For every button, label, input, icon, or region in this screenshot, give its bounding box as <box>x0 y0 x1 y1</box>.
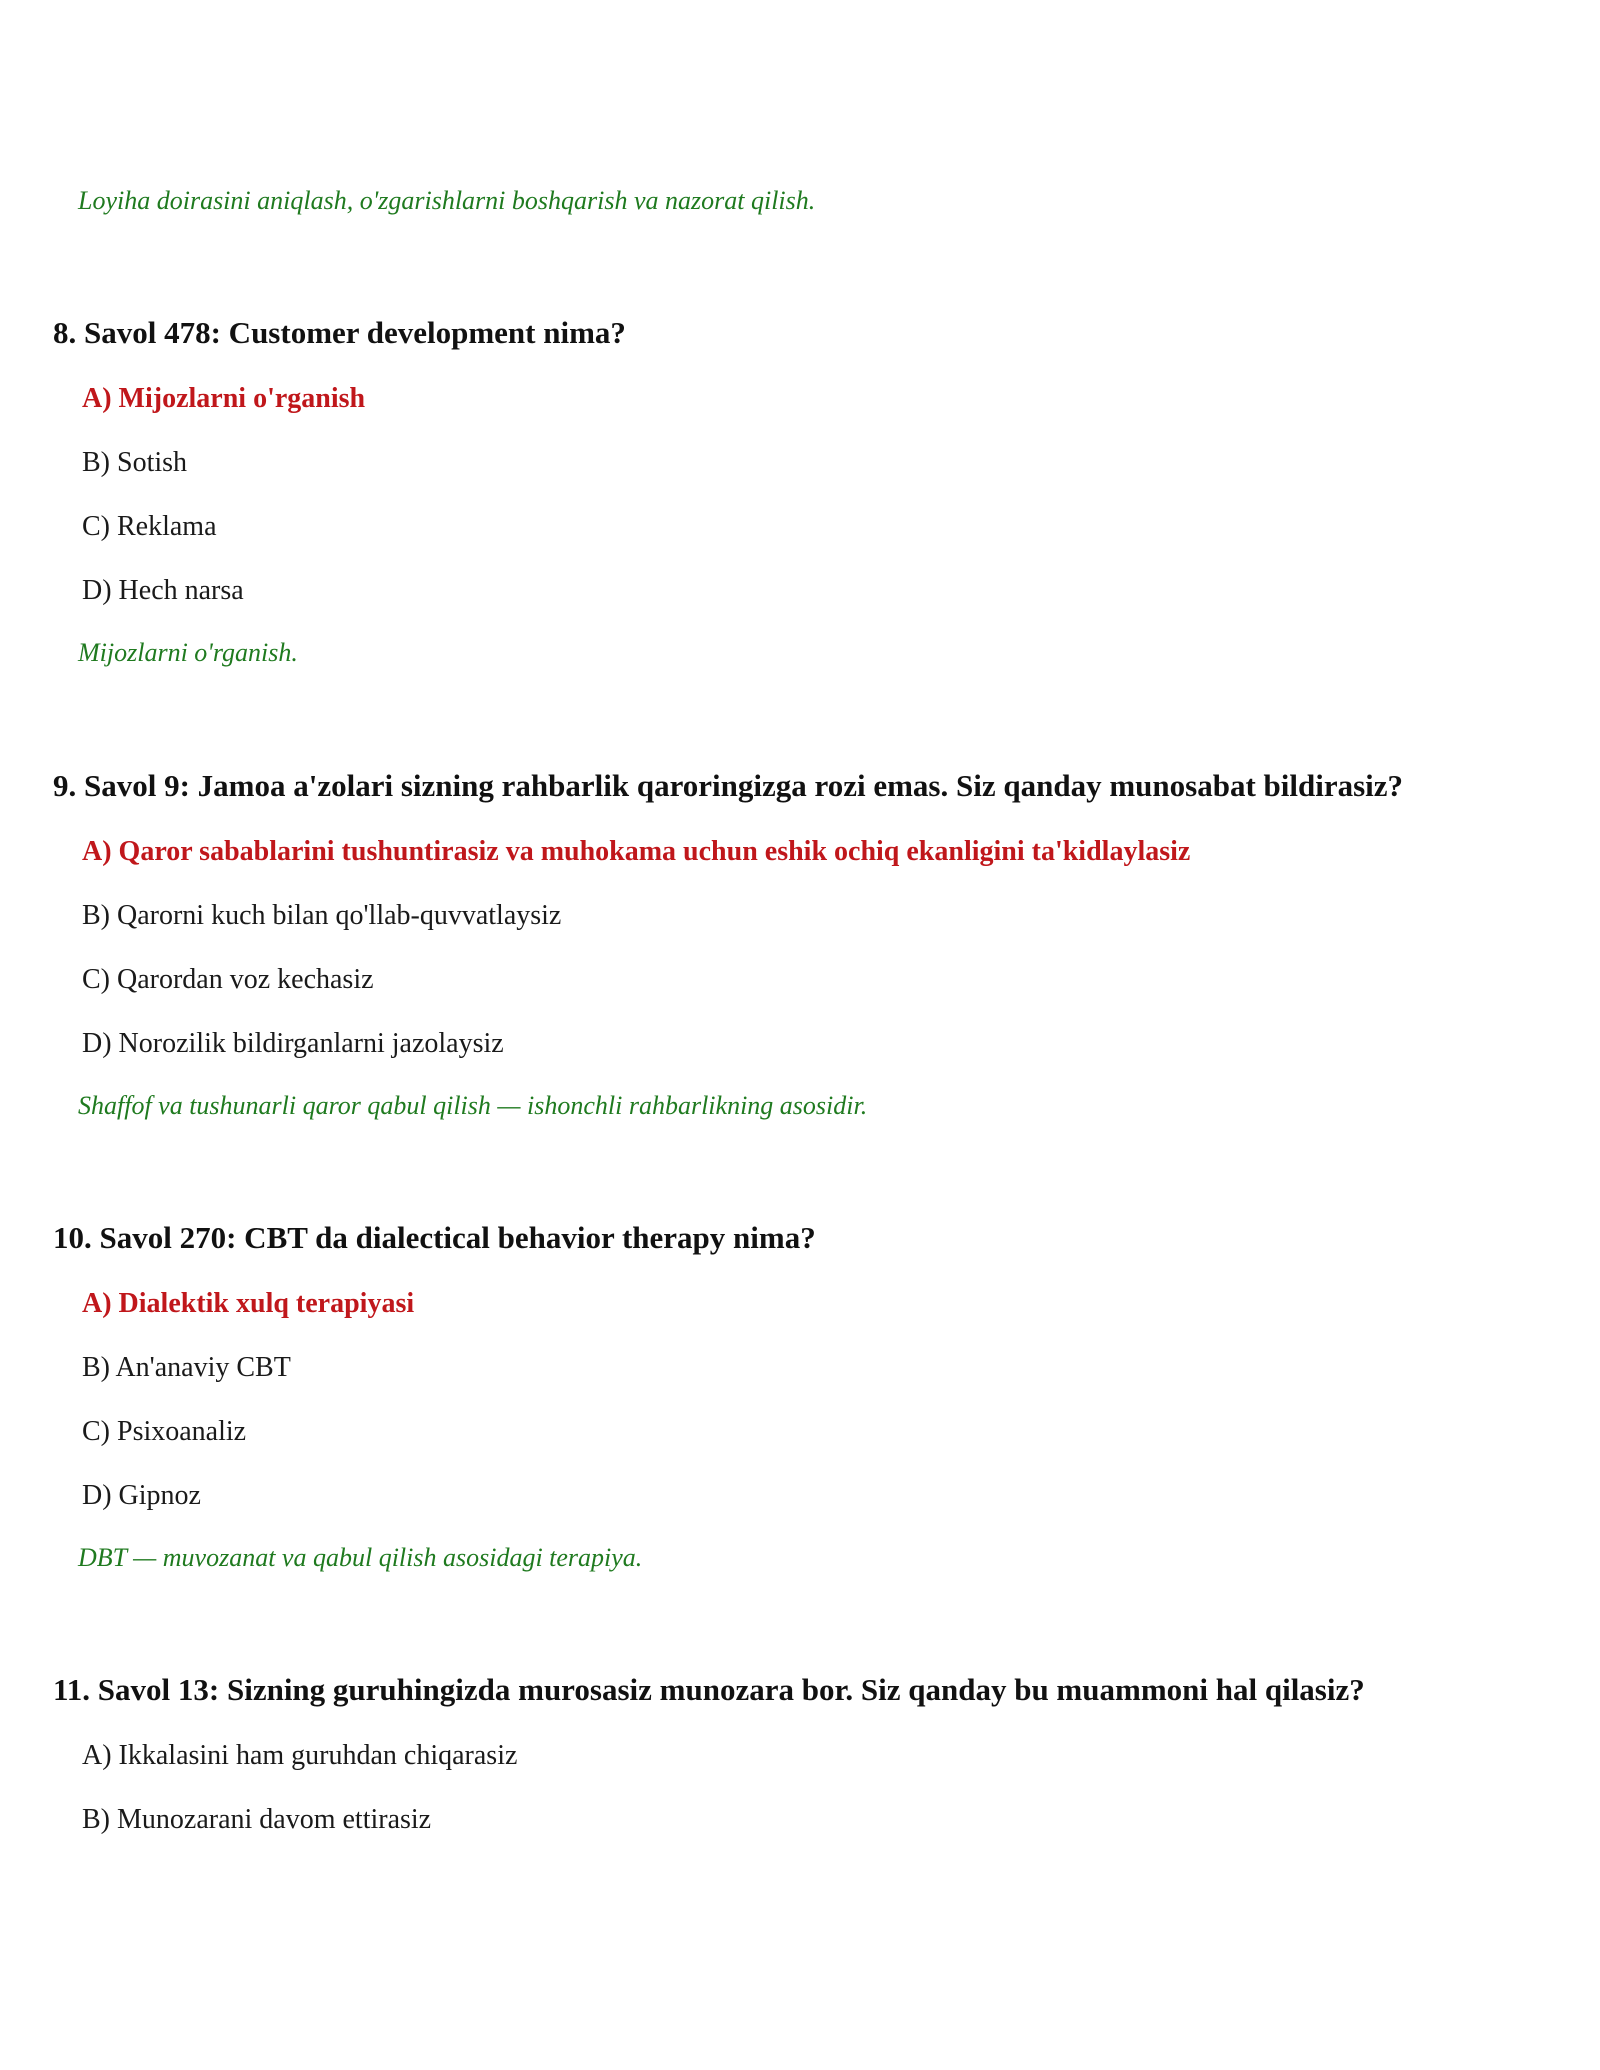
answer-option-correct: A) Dialektik xulq terapiyasi <box>82 1288 415 1319</box>
question-title: 11. Savol 13: Sizning guruhingizda murosasiz munozara bor. Siz qanday bu muammoni hal qilasiz? <box>53 1672 1365 1707</box>
explanation-text: Shaffof va tushunarli qaror qabul qilish — ishonchli rahbarlikning asosidir. <box>78 1091 868 1120</box>
answer-option: C) Reklama <box>82 511 217 542</box>
answer-option: A) Ikkalasini ham guruhdan chiqarasiz <box>82 1740 518 1771</box>
answer-option: B) An'anaviy CBT <box>82 1352 291 1383</box>
explanation-text: DBT — muvozanat va qabul qilish asosidagi terapiya. <box>78 1543 643 1572</box>
answer-option-correct: A) Mijozlarni o'rganish <box>82 383 366 414</box>
question-title: 9. Savol 9: Jamoa a'zolari sizning rahbarlik qaroringizga rozi emas. Siz qanday munosabat bildirasiz? <box>53 768 1404 803</box>
explanation-text: Mijozlarni o'rganish. <box>78 638 298 667</box>
answer-option: D) Gipnoz <box>82 1480 201 1511</box>
answer-option: D) Norozilik bildirganlarni jazolaysiz <box>82 1028 504 1059</box>
question-title: 8. Savol 478: Customer development nima? <box>53 315 626 350</box>
answer-option: C) Psixoanaliz <box>82 1416 247 1447</box>
answer-option: D) Hech narsa <box>82 575 244 606</box>
explanation-text: Loyiha doirasini aniqlash, o'zgarishlarni boshqarish va nazorat qilish. <box>78 186 816 215</box>
answer-option-correct: A) Qaror sabablarini tushuntirasiz va muhokama uchun eshik ochiq ekanligini ta'kidlaylasiz <box>82 836 1191 867</box>
answer-option: B) Sotish <box>82 447 188 478</box>
answer-option: B) Qarorni kuch bilan qo'llab-quvvatlaysiz <box>82 900 562 931</box>
answer-option: B) Munozarani davom ettirasiz <box>82 1804 432 1835</box>
answer-option: C) Qarordan voz kechasiz <box>82 964 374 995</box>
question-title: 10. Savol 270: CBT da dialectical behavior therapy nima? <box>53 1220 816 1255</box>
